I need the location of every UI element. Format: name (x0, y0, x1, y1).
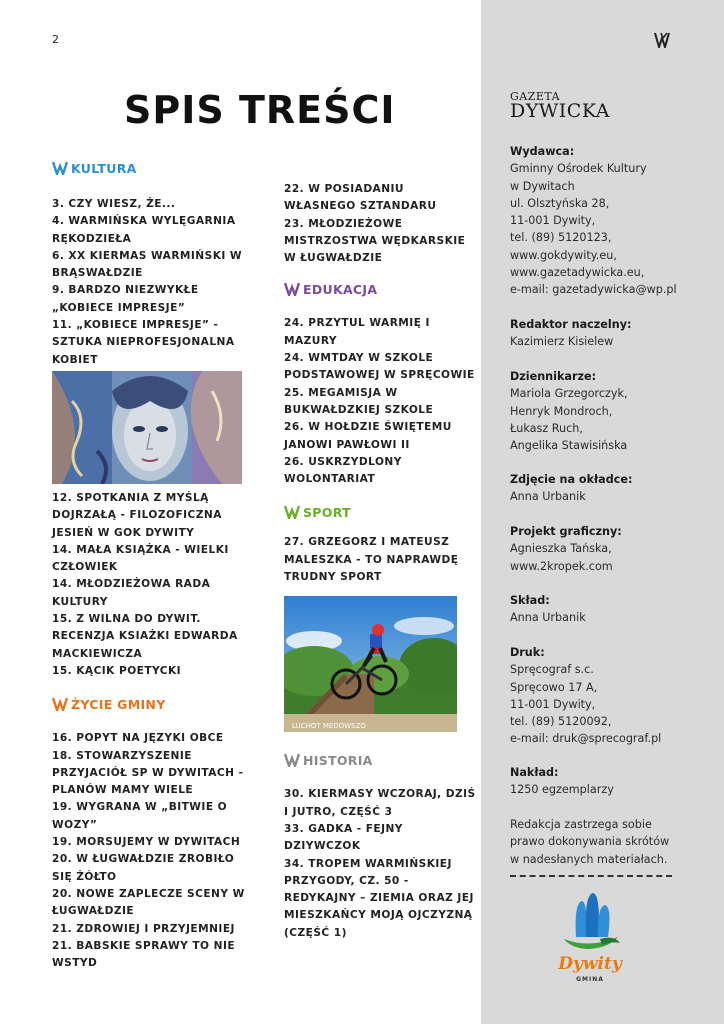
toc-entry[interactable]: 6. XX KIERMAS WARMIŃSKI W BRĄSWAŁDZIE (52, 249, 243, 280)
toc-entry[interactable]: 24. PRZYTUL WARMIĘ I MAZURY (284, 317, 430, 347)
journalist-name: Mariola Grzegorczyk, (510, 387, 628, 401)
note-line: prawo dokonywania skrótów (510, 835, 670, 849)
cover-label: Zdjęcie na okładce: (510, 473, 633, 486)
print-line: Spręcowo 17 A, (510, 680, 598, 694)
toc-entry[interactable]: 21. ZDROWIEJ I PRZYJEMNIEJ (52, 922, 235, 935)
masthead-logo (510, 90, 620, 122)
print-line: tel. (89) 5120092, (510, 715, 612, 729)
masthead-small: GAZETA (510, 90, 561, 103)
print-line: Spręcograf s.c. (510, 663, 594, 677)
toc-entry[interactable]: 24. WMTDAY W SZKOLE PODSTAWOWEJ W SPRĘCOWIE (284, 352, 475, 382)
masthead-big: DYWICKA (510, 100, 610, 122)
cover-photo-block (510, 471, 710, 506)
toc-entry[interactable]: 25. MEGAMISJA W BUKWAŁDZKIEJ SZKOLE (284, 386, 434, 416)
editor-block (510, 316, 710, 351)
journalists-block (510, 368, 710, 454)
magazine-logo-icon (654, 32, 672, 48)
design-label: Projekt graficzny: (510, 525, 622, 538)
toc-entry[interactable]: 15. Z WILNA DO DYWIT. RECENZJA KSIAŻKI EDWARDA MACKIEWICZA (52, 613, 238, 660)
toc-entry[interactable]: 14. MŁODZIEŻOWA RADA KULTURY (52, 578, 211, 608)
toc-entry[interactable]: 11. „KOBIECE IMPRESJE” - SZTUKA NIEPROFESJONALNA KOBIET (52, 319, 235, 366)
typesetting-label: Skład: (510, 594, 550, 607)
section-heading-historia (284, 750, 479, 770)
dashed-divider (510, 875, 672, 877)
toc-column-1 (52, 158, 247, 972)
publisher-line: 11-001 Dywity, (510, 214, 596, 228)
publisher-link[interactable]: www.gazetadywicka.eu, (510, 266, 645, 280)
print-block (510, 644, 710, 748)
circulation-label: Nakład: (510, 766, 559, 779)
photo-watermark: LUCHOT MEDOWSZO (292, 722, 366, 731)
journalist-name: Angelika Stawisińska (510, 439, 628, 453)
painting-image (52, 371, 242, 484)
toc-entry[interactable]: 16. POPYT NA JĘZYKI OBCE (52, 732, 224, 745)
journalist-name: Łukasz Ruch, (510, 421, 583, 435)
note-line: Redakcja zastrzega sobie (510, 818, 652, 831)
toc-entry[interactable]: 27. GRZEGORZ I MATEUSZ MALESZKA - TO NAPRAWDĘ TRUDNY SPORT (284, 536, 459, 584)
toc-column-2 (284, 181, 479, 942)
toc-entry[interactable]: 23. MŁODZIEŻOWE MISTRZOSTWA WĘDKARSKIE W ŁUGWAŁDZIE (284, 217, 466, 265)
toc-entry[interactable]: 34. TROPEM WARMIŃSKIEJ PRZYGODY, CZ. 50 - REDYKAJNY – ZIEMIA ORAZ JEJ MIESZKAŃCY MOJĄ OJCZYZNĄ (CZĘŚĆ 1) (284, 857, 474, 939)
design-link[interactable]: www.2kropek.com (510, 559, 613, 573)
toc-entry[interactable]: 26. USKRZYDLONY WOLONTARIAT (284, 455, 402, 486)
circulation-value: 1250 egzemplarzy (510, 783, 614, 797)
print-email[interactable]: e-mail: druk@sprecograf.pl (510, 732, 662, 746)
editor-label: Redaktor naczelny: (510, 318, 632, 331)
toc-entry[interactable]: 9. BARDZO NIEZWYKŁE „KOBIECE IMPRESJE” (52, 284, 199, 314)
toc-entry[interactable]: 12. SPOTKANIA Z MYŚLĄ DOJRZAŁĄ - FILOZOFICZNA JESIEŃ W GOK DYWITY (52, 491, 222, 539)
gmina-logo-subtext: GMINA (576, 976, 604, 983)
toc-entry[interactable]: 4. WARMIŃSKA WYLĘGARNIA RĘKODZIEŁA (52, 215, 236, 245)
section-heading-kultura (52, 158, 247, 178)
section-heading-label: ŻYCIE GMINY (71, 696, 166, 712)
print-label: Druk: (510, 646, 545, 659)
section-heading-label: SPORT (303, 504, 351, 520)
editorial-note (510, 816, 710, 868)
section-heading-label: HISTORIA (303, 752, 373, 768)
toc-entry[interactable]: 19. WYGRANA W „BITWIE O WOZY” (52, 801, 228, 831)
gmina-dywity-logo (550, 893, 630, 988)
publisher-line: ul. Olsztyńska 28, (510, 196, 610, 210)
typesetting-author: Anna Urbanik (510, 611, 586, 625)
cyclist-photo (284, 596, 457, 732)
section-v-icon (52, 161, 68, 175)
toc-entry[interactable]: 14. MAŁA KSIĄŻKA - WIELKI CZŁOWIEK (52, 543, 229, 574)
toc-entry[interactable]: 20. NOWE ZAPLECZE SCENY W ŁUGWAŁDZIE (52, 887, 245, 918)
toc-entry[interactable]: 19. MORSUJEMY W DYWITACH (52, 836, 241, 849)
section-heading-edukacja (284, 279, 479, 299)
gmina-logo-text: Dywity (558, 954, 622, 974)
design-author: Agnieszka Tańska, (510, 542, 612, 556)
toc-entry[interactable]: 21. BABSKIE SPRAWY TO NIE WSTYD (52, 939, 236, 970)
publisher-line: tel. (89) 5120123, (510, 231, 612, 245)
publisher-block (510, 143, 710, 299)
publisher-line: Gminny Ośrodek Kultury (510, 162, 647, 176)
section-v-icon (52, 697, 68, 711)
journalist-name: Henryk Mondroch, (510, 404, 613, 418)
cover-author: Anna Urbanik (510, 490, 586, 504)
design-block (510, 523, 710, 575)
toc-entry[interactable]: 33. GADKA - FEJNY DZIYWCZOK (284, 822, 403, 853)
section-v-icon (284, 753, 300, 767)
toc-entry[interactable]: 3. CZY WIESZ, ŻE... (52, 198, 176, 210)
section-heading-label: KULTURA (71, 160, 137, 176)
toc-entry[interactable]: 30. KIERMASY WCZORAJ, DZIŚ I JUTRO, CZĘŚĆ 3 (284, 788, 476, 818)
publisher-line: w Dywitach (510, 179, 575, 193)
section-v-icon (284, 282, 300, 296)
section-heading-label: EDUKACJA (303, 281, 378, 297)
circulation-block (510, 764, 710, 799)
editor-name: Kazimierz Kisielew (510, 335, 614, 349)
typesetting-block (510, 592, 710, 627)
section-heading-sport (284, 502, 479, 522)
toc-entry[interactable]: 26. W HOŁDZIE ŚWIĘTEMU JANOWI PAWŁOWI II (284, 421, 452, 451)
publisher-label: Wydawca: (510, 145, 575, 158)
toc-entry[interactable]: 15. KĄCIK POETYCKI (52, 664, 182, 677)
journalists-label: Dziennikarze: (510, 370, 597, 383)
print-line: 11-001 Dywity, (510, 697, 596, 711)
page-title: SPIS TREŚCI (124, 88, 396, 132)
note-line: w nadesłanych materiałach. (510, 852, 668, 866)
section-heading-zycie-gminy (52, 694, 247, 714)
toc-entry[interactable]: 20. W ŁUGWAŁDZIE ZROBIŁO SIĘ ŻÓŁTO (52, 853, 235, 883)
toc-entry[interactable]: 18. STOWARZYSZENIE PRZYJACIÓŁ SP W DYWITACH - PLANÓW MAMY WIELE (52, 749, 244, 797)
section-v-icon (284, 505, 300, 519)
publisher-link[interactable]: www.gokdywity.eu, (510, 248, 617, 262)
toc-entry[interactable]: 22. W POSIADANIU WŁASNEGO SZTANDARU (284, 183, 437, 213)
publisher-email[interactable]: e-mail: gazetadywicka@wp.pl (510, 283, 677, 297)
page-number: 2 (52, 33, 59, 46)
